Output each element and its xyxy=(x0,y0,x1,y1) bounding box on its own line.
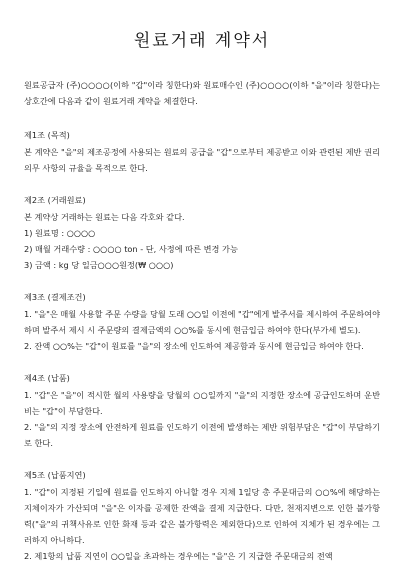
article-item: 2) 매월 거래수량 : ○○○○ ton - 단, 사정에 따른 변경 가능 xyxy=(24,244,238,254)
article-heading: 제3조 (결제조건) xyxy=(24,292,86,302)
article-paragraph: 1. "갑"은 "을"이 적시한 월의 사용량을 당월의 ○○일까지 "을"의 지정한 장소에 공급인도하며 운반비는 "갑"이 부담한다. xyxy=(24,390,380,416)
article-paragraph: 2. 제1항의 납품 지연이 ○○일을 초과하는 경우에는 "을"은 기 지급한 주문대금의 전액 xyxy=(24,551,333,561)
article-heading: 제5조 (납품지연) xyxy=(24,470,86,480)
article-heading: 제4조 (납품) xyxy=(24,373,70,383)
article-paragraph: 1. "갑"이 지정된 기일에 원료를 인도하지 아니할 경우 지체 1일당 총 주문대금의 ○○%에 해당하는 지체이자가 가산되며 "을"은 이자를 공제한 잔액을 결제 지급한다. 다만, 천재지변으로 인한 불가항력("을"의 귀책사유로 인한 화재 등과 같은 불가항력은 제외한다)으로 인하여 지체가 된 경우에는 그러하지 아니하다. xyxy=(24,487,380,545)
document-title: 원료거래 계약서 xyxy=(133,31,271,51)
article-heading: 제2조 (거래원료) xyxy=(24,195,86,205)
article-2 xyxy=(24,192,380,273)
article-item: 1) 원료명 : ○○○○ xyxy=(24,228,96,238)
article-5 xyxy=(24,467,380,564)
article-item: 3) 금액 : kg 당 일금○○○원정(₩ ○○○) xyxy=(24,260,174,270)
article-paragraph: 본 계약상 거래하는 원료는 다음 각호와 같다. xyxy=(24,212,185,222)
article-paragraph: 본 계약은 "을"의 제조공정에 사용되는 원료의 공급을 "갑"으로부터 제공받고 이와 관련된 제반 권리의무 사항의 규율을 목적으로 한다. xyxy=(24,147,380,173)
article-paragraph: 1. "을"은 매월 사용할 주문 수량을 당월 도래 ○○일 이전에 "갑"에게 발주서를 제시하여 주문하여야 하며 발주서 제시 시 주문량의 결제금액의 ○○%를 동시에 현금입금 하여야 한다(부가세 별도). xyxy=(24,309,380,335)
article-paragraph: 2. "을"의 지정 장소에 안전하게 원료를 인도하기 이전에 발생하는 제반 위험부담은 "갑"이 부담하기로 한다. xyxy=(24,422,380,448)
article-4 xyxy=(24,370,380,451)
article-heading: 제1조 (목적) xyxy=(24,130,70,140)
intro-paragraph: 원료공급자 (주)○○○○(이하 "갑"이라 칭한다)와 원료매수인 (주)○○○○(이하 "을"이라 칭한다)는 상호간에 다음과 같이 원료거래 계약을 체결한다. xyxy=(24,80,380,106)
article-paragraph: 2. 잔액 ○○%는 "갑"이 원료를 "을"의 장소에 인도하여 제공함과 동시에 현금입금 하여야 한다. xyxy=(24,341,364,351)
article-1 xyxy=(24,127,380,176)
article-3 xyxy=(24,289,380,354)
